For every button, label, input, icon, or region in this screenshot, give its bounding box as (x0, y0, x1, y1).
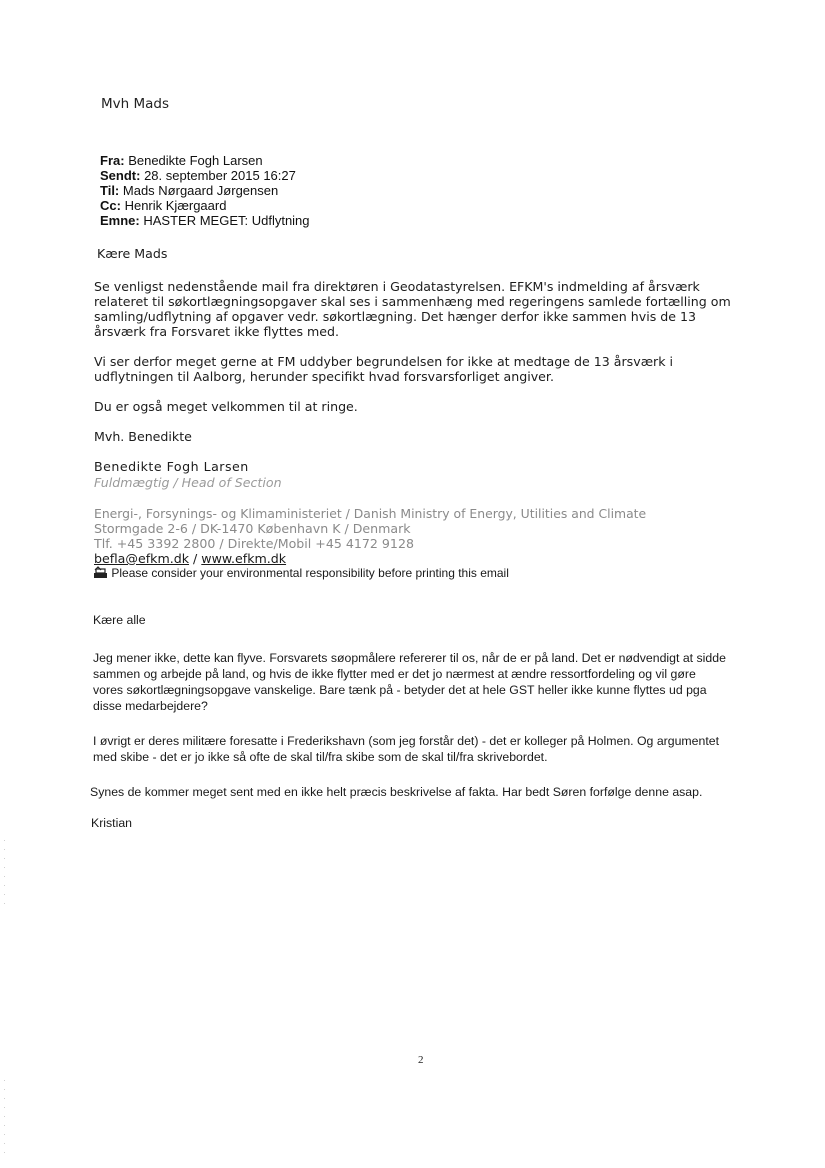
header-from (100, 153, 263, 168)
mail2-p1-line: sammen og arbejde på land, og hvis de ikke flytter med er det jo nærmest at ændre ressortfordeling og vil gøre (93, 667, 696, 681)
mail1-p1-line: relateret til søkortlægningsopgaver skal ses i sammenhæng med regeringens samlede fortælling om (94, 294, 731, 309)
environment-note-text: Please consider your environmental responsibility before printing this email (111, 566, 509, 580)
subject-label: Emne: (100, 213, 140, 228)
mail1-paragraph-2 (94, 354, 673, 384)
mail2-paragraph-3: Synes de kommer meget sent med en ikke helt præcis beskrivelse af fakta. Har bedt Søren forfølge denne asap. (90, 785, 703, 799)
mail2-p1-line: vores søkortlægningsopgave vanskelige. Bare tænk på - betyder det at hele GST heller ikke kunne flyttes ud pga (93, 683, 707, 697)
scan-artifact (4, 840, 5, 910)
header-subject (100, 213, 310, 228)
sent-label: Sendt: (100, 168, 141, 183)
mail2-signoff: Kristian (91, 816, 133, 830)
mail2-p1-line: disse medarbejdere? (93, 699, 208, 713)
environment-note (93, 566, 509, 582)
mail2-p1-line: Jeg mener ikke, dette kan flyve. Forsvarets søopmålere refererer til os, når de er på land. Det er nødvendigt at sidde (93, 651, 726, 665)
mail1-greeting: Kære Mads (97, 246, 168, 261)
header-to (100, 183, 278, 198)
signature-address: Stormgade 2-6 / DK-1470 København K / Denmark (94, 521, 411, 536)
recycle-printer-icon (93, 566, 108, 582)
cc-value: Henrik Kjærgaard (124, 198, 227, 213)
mail1-paragraph-1 (94, 279, 731, 339)
mail1-p2-line: Vi ser derfor meget gerne at FM uddyber begrundelsen for ikke at medtage de 13 årsværk i (94, 354, 674, 369)
from-value: Benedikte Fogh Larsen (128, 153, 263, 168)
top-signoff: Mvh Mads (101, 96, 170, 112)
from-label: Fra: (100, 153, 125, 168)
mail1-p2-line: udflytningen til Aalborg, herunder specifikt hvad forsvarsforliget angiver. (94, 369, 554, 384)
to-value: Mads Nørgaard Jørgensen (122, 183, 279, 198)
mail2-greeting: Kære alle (93, 613, 146, 627)
mail2-paragraph-2 (93, 733, 719, 765)
signature-web-link[interactable]: www.efkm.dk (201, 551, 287, 566)
header-sent (100, 168, 296, 183)
mail1-p1-line: samling/udflytning af opgaver vedr. søkortlægning. Det hænger derfor ikke sammen hvis de 13 (94, 309, 697, 324)
header-cc (100, 198, 226, 213)
signature-email-link[interactable]: befla@efkm.dk (94, 551, 190, 566)
signature-name: Benedikte Fogh Larsen (94, 459, 249, 474)
sent-value: 28. september 2015 16:27 (144, 168, 296, 183)
mail2-p2-line: I øvrigt er deres militære foresatte i Frederikshavn (som jeg forstår det) - det er kolleger på Holmen. Og argumentet (93, 734, 720, 748)
page-number: 2 (418, 1054, 424, 1066)
to-label: Til: (100, 183, 120, 198)
signature-link-separator: / (189, 551, 202, 566)
mail2-p2-line: med skibe - det er jo ikke så ofte de skal til/fra skibe som de skal til/fra skrivebordet. (93, 750, 548, 764)
signature-phone: Tlf. +45 3392 2800 / Direkte/Mobil +45 4172 9128 (94, 536, 414, 551)
signature-org: Energi-, Forsynings- og Klimaministeriet / Danish Ministry of Energy, Utilities and Climate (94, 506, 647, 521)
mail1-closing: Mvh. Benedikte (94, 429, 192, 444)
mail1-p1-line: Se venligst nedenstående mail fra direktøren i Geodatastyrelsen. EFKM's indmelding af årsværk (94, 279, 700, 294)
cc-label: Cc: (100, 198, 121, 213)
signature-links (94, 551, 286, 566)
mail1-p1-line: årsværk fra Forsvaret ikke flyttes med. (94, 324, 340, 339)
mail2-paragraph-1 (93, 650, 726, 714)
mail1-paragraph-3: Du er også meget velkommen til at ringe. (94, 399, 358, 414)
subject-value: HASTER MEGET: Udflytning (143, 213, 310, 228)
signature-title: Fuldmægtig / Head of Section (94, 475, 282, 490)
scan-artifact (4, 1080, 5, 1160)
